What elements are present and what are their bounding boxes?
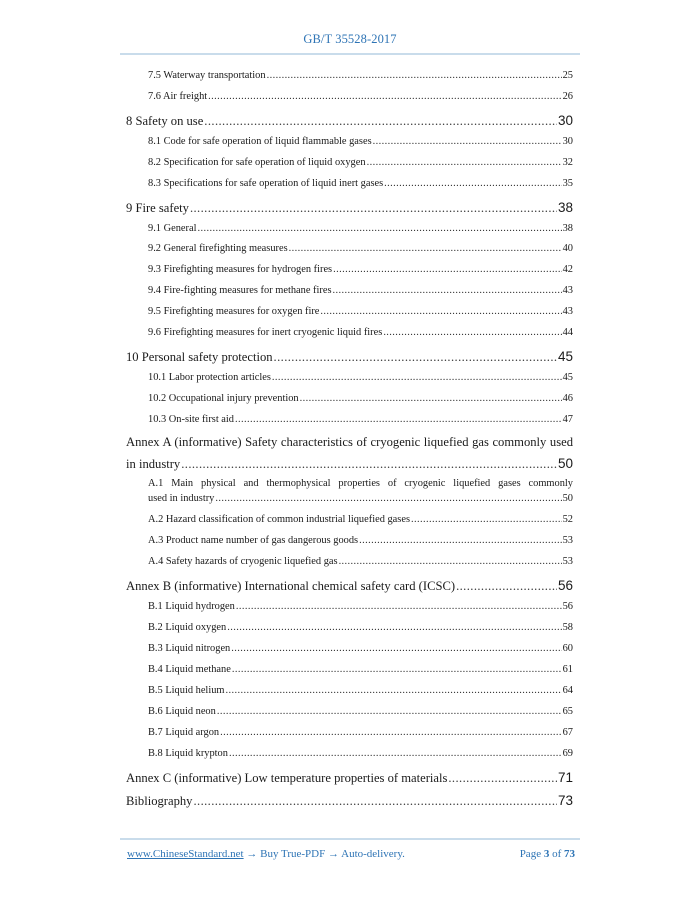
dot-leader xyxy=(236,601,562,612)
toc-chapter-entry[interactable] xyxy=(126,349,573,365)
dot-leader xyxy=(220,727,562,738)
toc-page-number: 46 xyxy=(562,393,573,404)
toc-entry-label: 9.2 General firefighting measures xyxy=(148,243,288,254)
toc-page-number: 64 xyxy=(562,685,573,696)
dot-leader xyxy=(411,514,562,525)
toc-chapter-entry[interactable] xyxy=(126,770,573,786)
toc-page-number: 67 xyxy=(562,727,573,738)
dot-leader xyxy=(231,643,561,654)
toc-section-entry[interactable] xyxy=(148,285,573,296)
toc-entry-label: 10.2 Occupational injury prevention xyxy=(148,393,299,404)
toc-chapter-entry[interactable] xyxy=(126,456,573,472)
toc-entry-label: 9.4 Fire-fighting measures for methane fires xyxy=(148,285,332,296)
toc-section-entry[interactable] xyxy=(148,685,573,696)
toc-page-number: 61 xyxy=(562,664,573,675)
dot-leader xyxy=(339,556,562,567)
toc-entry-label: 8.2 Specification for safe operation of liquid oxygen xyxy=(148,157,366,168)
toc-section-entry[interactable] xyxy=(148,136,573,147)
toc-entry-label: B.4 Liquid methane xyxy=(148,664,231,675)
dot-leader xyxy=(197,223,561,234)
page-footer xyxy=(127,848,575,860)
toc-page-number: 32 xyxy=(562,157,573,168)
arrow-right-icon: → xyxy=(327,848,339,860)
toc-entry-label: 9 Fire safety xyxy=(126,201,189,215)
toc-entry-label: B.7 Liquid argon xyxy=(148,727,220,738)
dot-leader xyxy=(367,157,562,168)
toc-section-entry[interactable] xyxy=(148,643,573,654)
chinesestandard-link[interactable]: www.ChineseStandard.net xyxy=(127,848,244,860)
toc-page-number: 38 xyxy=(557,200,573,215)
toc-entry-label: 9.6 Firefighting measures for inert cryogenic liquid fires xyxy=(148,327,383,338)
toc-page-number: 71 xyxy=(557,770,573,785)
toc-section-entry[interactable] xyxy=(148,243,573,254)
toc-page-number: 69 xyxy=(562,748,573,759)
toc-section-entry[interactable] xyxy=(148,393,573,404)
toc-page-number: 25 xyxy=(562,70,573,81)
dot-leader xyxy=(204,114,557,129)
toc-section-entry[interactable] xyxy=(148,514,573,525)
dot-leader xyxy=(190,201,557,216)
total-page-count: 73 xyxy=(564,848,575,860)
dot-leader xyxy=(456,579,557,594)
dot-leader xyxy=(274,350,557,365)
toc-section-entry[interactable] xyxy=(148,664,573,675)
toc-entry-label: B.2 Liquid oxygen xyxy=(148,622,227,633)
dot-leader xyxy=(232,664,562,675)
dot-leader xyxy=(217,706,562,717)
toc-page-number: 47 xyxy=(562,414,573,425)
toc-section-entry[interactable] xyxy=(148,178,573,189)
toc-entry-label: 7.6 Air freight xyxy=(148,91,208,102)
toc-entry-label-line1[interactable]: Annex A (informative) Safety characteristics of cryogenic liquefied gas commonly used xyxy=(126,435,573,449)
dot-leader xyxy=(359,535,562,546)
toc-chapter-entry[interactable] xyxy=(126,793,573,809)
toc-section-entry[interactable] xyxy=(148,223,573,234)
toc-entry-label: 10.1 Labor protection articles xyxy=(148,372,271,383)
toc-page-number: 58 xyxy=(562,622,573,633)
toc-section-entry[interactable] xyxy=(148,601,573,612)
toc-entry-label: B.6 Liquid neon xyxy=(148,706,216,717)
toc-page-number: 50 xyxy=(557,456,573,471)
toc-chapter-entry[interactable] xyxy=(126,578,573,594)
toc-section-entry[interactable] xyxy=(148,157,573,168)
toc-entry-label: B.5 Liquid helium xyxy=(148,685,225,696)
toc-page-number: 60 xyxy=(562,643,573,654)
dot-leader xyxy=(235,414,562,425)
toc-page-number: 52 xyxy=(562,514,573,525)
toc-section-entry[interactable] xyxy=(148,622,573,633)
dot-leader xyxy=(333,264,562,275)
dot-leader xyxy=(193,794,557,809)
current-page-number: 3 xyxy=(543,848,550,860)
toc-page-number: 38 xyxy=(562,223,573,234)
page-word: Page xyxy=(519,848,542,860)
toc-page-number: 73 xyxy=(557,793,573,808)
toc-entry-label-line1[interactable]: A.1 Main physical and thermophysical properties of cryogenic liquefied gases commonly xyxy=(148,478,573,489)
toc-page-number: 44 xyxy=(562,327,573,338)
toc-entry-label: A.4 Safety hazards of cryogenic liquefied gas xyxy=(148,556,338,567)
toc-section-entry[interactable] xyxy=(148,493,573,504)
dot-leader xyxy=(215,493,561,504)
toc-entry-label: 8.3 Specifications for safe operation of liquid inert gases xyxy=(148,178,384,189)
toc-page-number: 53 xyxy=(562,535,573,546)
toc-entry-label: B.8 Liquid krypton xyxy=(148,748,228,759)
footer-divider xyxy=(120,838,580,840)
dot-leader xyxy=(227,622,561,633)
toc-page-number: 43 xyxy=(562,306,573,317)
page-indicator xyxy=(520,848,575,860)
dot-leader xyxy=(383,327,561,338)
toc-page-number: 45 xyxy=(557,349,573,364)
toc-entry-label: A.3 Product name number of gas dangerous goods xyxy=(148,535,359,546)
toc-section-entry[interactable] xyxy=(148,414,573,425)
dot-leader xyxy=(300,393,562,404)
toc-page-number: 35 xyxy=(562,178,573,189)
dot-leader xyxy=(384,178,561,189)
dot-leader xyxy=(272,372,562,383)
toc-entry-label: 10 Personal safety protection xyxy=(126,350,273,364)
dot-leader xyxy=(229,748,562,759)
toc-section-entry[interactable] xyxy=(148,264,573,275)
dot-leader xyxy=(373,136,562,147)
toc-section-entry[interactable] xyxy=(148,70,573,81)
toc-page-number: 30 xyxy=(562,136,573,147)
dot-leader xyxy=(208,91,561,102)
toc-page-number: 50 xyxy=(562,493,573,504)
toc-page-number: 56 xyxy=(557,578,573,593)
toc-section-entry[interactable] xyxy=(148,306,573,317)
toc-section-entry[interactable] xyxy=(148,91,573,102)
arrow-right-icon: → xyxy=(246,848,258,860)
toc-entry-label: Annex B (informative) International chemical safety card (ICSC) xyxy=(126,579,456,593)
toc-section-entry[interactable] xyxy=(148,372,573,383)
dot-leader xyxy=(225,685,561,696)
toc-entry-label: 8 Safety on use xyxy=(126,114,204,128)
buy-true-pdf-text: Buy True-PDF xyxy=(260,848,326,860)
footer-promo xyxy=(127,848,405,860)
toc-page-number: 30 xyxy=(557,113,573,128)
toc-entry-label: A.2 Hazard classification of common industrial liquefied gases xyxy=(148,514,410,525)
toc-page-number: 45 xyxy=(562,372,573,383)
toc-section-entry[interactable] xyxy=(148,727,573,738)
toc-entry-label: 7.5 Waterway transportation xyxy=(148,70,266,81)
toc-page-number: 42 xyxy=(562,264,573,275)
toc-entry-label: 10.3 On-site first aid xyxy=(148,414,234,425)
toc-entry-label: 9.5 Firefighting measures for oxygen fire xyxy=(148,306,320,317)
toc-entry-label: Bibliography xyxy=(126,794,193,808)
toc-section-entry[interactable] xyxy=(148,535,573,546)
toc-entry-label: used in industry xyxy=(148,493,215,504)
dot-leader xyxy=(181,457,557,472)
toc-page-number: 40 xyxy=(562,243,573,254)
dot-leader xyxy=(320,306,561,317)
toc-page-number: 65 xyxy=(562,706,573,717)
toc-chapter-entry[interactable] xyxy=(126,113,573,129)
toc-entry-label: B.3 Liquid nitrogen xyxy=(148,643,231,654)
toc-page-number: 53 xyxy=(562,556,573,567)
dot-leader xyxy=(333,285,562,296)
toc-section-entry[interactable] xyxy=(148,327,573,338)
toc-entry-label: 8.1 Code for safe operation of liquid flammable gases xyxy=(148,136,372,147)
toc-entry-label: 9.3 Firefighting measures for hydrogen fires xyxy=(148,264,333,275)
of-word: of xyxy=(552,848,562,860)
toc-section-entry[interactable] xyxy=(148,556,573,567)
toc-section-entry[interactable] xyxy=(148,706,573,717)
dot-leader xyxy=(448,771,557,786)
toc-page-number: 56 xyxy=(562,601,573,612)
toc-page-number: 43 xyxy=(562,285,573,296)
document-header-title: GB/T 35528-2017 xyxy=(303,32,397,46)
toc-entry-label: in industry xyxy=(126,457,181,471)
dot-leader xyxy=(267,70,562,81)
toc-entry-label: Annex C (informative) Low temperature properties of materials xyxy=(126,771,448,785)
toc-entry-label: 9.1 General xyxy=(148,223,197,234)
toc-page-number: 26 xyxy=(562,91,573,102)
toc-entry-label: B.1 Liquid hydrogen xyxy=(148,601,235,612)
toc-section-entry[interactable] xyxy=(148,748,573,759)
dot-leader xyxy=(289,243,562,254)
toc-chapter-entry[interactable] xyxy=(126,200,573,216)
auto-delivery-text: Auto-delivery. xyxy=(341,848,405,860)
header-divider xyxy=(120,53,580,55)
